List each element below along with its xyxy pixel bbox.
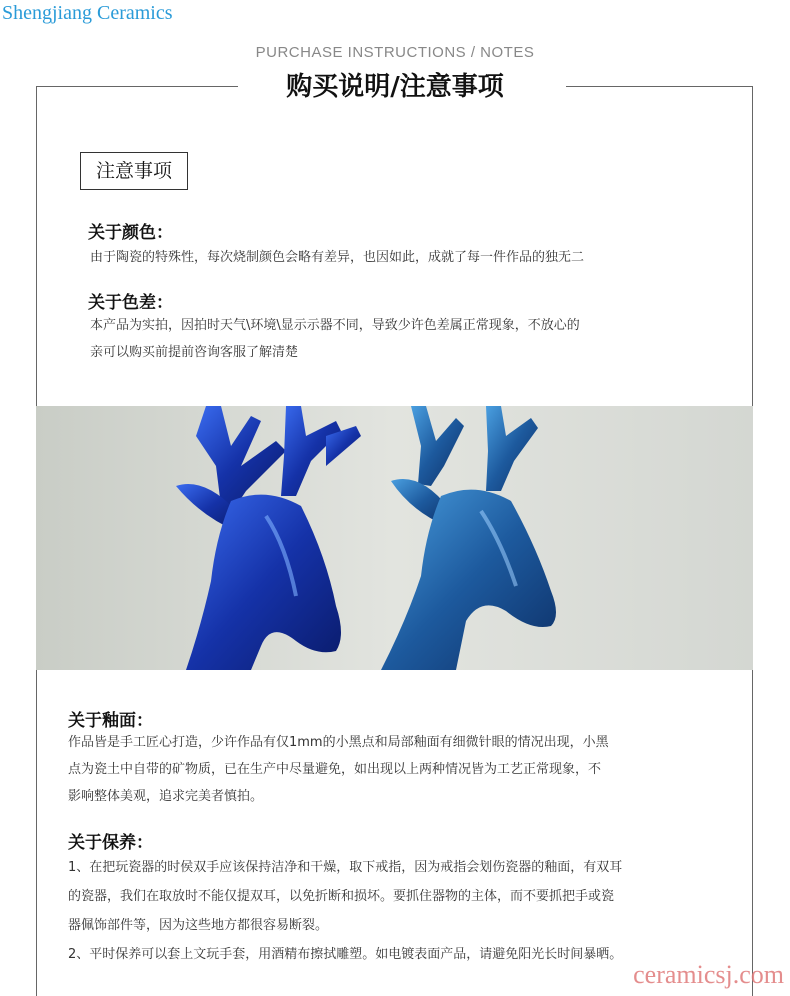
text-line: 2、平时保养可以套上文玩手套，用酒精布擦拭雕塑。如电镀表面产品，请避免阳光长时间暴晒。	[68, 947, 623, 962]
color-section-text	[90, 244, 584, 271]
glaze-section-title: 关于釉面：	[68, 711, 153, 731]
frame-line-top-left	[36, 86, 238, 87]
color-diff-section-text	[90, 312, 580, 366]
care-section-title: 关于保养：	[68, 833, 153, 853]
text-line: 1、在把玩瓷器的时侯双手应该保持洁净和干燥，取下戒指，因为戒指会划伤瓷器的釉面，有双耳	[68, 860, 623, 875]
text-line: 影响整体美观，追求完美者慎拍。	[68, 789, 264, 804]
frame-line-top-right	[566, 86, 752, 87]
product-photo	[36, 406, 753, 670]
text-line: 作品皆是手工匠心打造，少许作品有仅1mm的小黑点和局部釉面有细微针眼的情况出现，小黑	[68, 735, 609, 750]
deer-sculpture-image	[36, 406, 753, 670]
english-header: PURCHASE INSTRUCTIONS / NOTES	[255, 44, 535, 61]
text-line: 点为瓷土中自带的矿物质，已在生产中尽量避免，如出现以上两种情况皆为工艺正常现象，不	[68, 762, 602, 777]
text-line: 的瓷器，我们在取放时不能仅提双耳，以免折断和损坏。要抓住器物的主体，而不要抓把手或瓷	[68, 889, 615, 904]
care-section-text	[68, 853, 622, 969]
glaze-section-text	[68, 729, 609, 810]
chinese-header: 购买说明/注意事项	[286, 72, 504, 102]
text-line: 器佩饰部件等，因为这些地方都很容易断裂。	[68, 918, 329, 933]
notice-label-box: 注意事项	[80, 152, 188, 190]
text-line: 由于陶瓷的特殊性，每次烧制颜色会略有差异，也因如此，成就了每一件作品的独无二	[90, 250, 585, 265]
text-line: 本产品为实拍，因拍时天气\环境\显示示器不同，导致少许色差属正常现象，不放心的	[90, 318, 580, 333]
color-section-title: 关于颜色：	[88, 223, 173, 243]
text-line: 亲可以购买前提前咨询客服了解清楚	[90, 345, 299, 360]
watermark-top: Shengjiang Ceramics	[2, 2, 173, 24]
watermark-bottom: ceramicsj.com	[633, 960, 784, 989]
color-diff-section-title: 关于色差：	[88, 293, 173, 313]
